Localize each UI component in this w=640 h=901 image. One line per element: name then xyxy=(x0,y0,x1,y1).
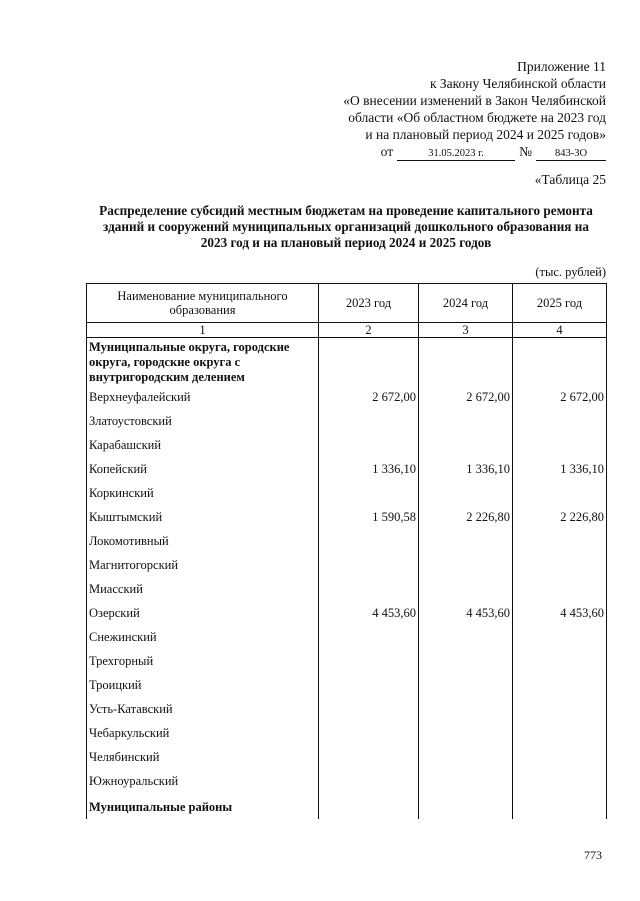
municipality-name: Верхнеуфалейский xyxy=(87,385,319,409)
value-2025: 2 226,80 xyxy=(513,505,607,529)
value-2025 xyxy=(513,529,607,553)
value-2025 xyxy=(513,745,607,769)
table-row xyxy=(87,721,607,745)
appendix-line-3: «О внесении изменений в Закон Челябинской xyxy=(343,93,606,108)
table-row xyxy=(87,553,607,577)
value-2025 xyxy=(513,625,607,649)
municipality-name: Копейский xyxy=(87,457,319,481)
value-2025: 1 336,10 xyxy=(513,457,607,481)
column-number: 4 xyxy=(513,323,607,338)
cell-empty xyxy=(419,793,513,819)
municipality-name: Снежинский xyxy=(87,625,319,649)
table-row xyxy=(87,625,607,649)
header-name: Наименование муниципального образования xyxy=(87,284,319,323)
table-row xyxy=(87,577,607,601)
table-row xyxy=(87,505,607,529)
table-row xyxy=(87,481,607,505)
column-number: 1 xyxy=(87,323,319,338)
municipality-name: Чебаркульский xyxy=(87,721,319,745)
column-number-row xyxy=(87,323,607,338)
value-2023 xyxy=(319,625,419,649)
subsidy-table xyxy=(86,283,607,819)
value-2024 xyxy=(419,433,513,457)
law-number: 843-ЗО xyxy=(536,148,606,161)
value-2023 xyxy=(319,481,419,505)
table-label: «Таблица 25 xyxy=(534,172,606,187)
appendix-header xyxy=(306,58,606,161)
municipality-name: Троицкий xyxy=(87,673,319,697)
value-2025 xyxy=(513,673,607,697)
page-number: 773 xyxy=(584,848,602,862)
value-2023 xyxy=(319,433,419,457)
value-2023 xyxy=(319,553,419,577)
value-2025 xyxy=(513,409,607,433)
municipality-name: Озерский xyxy=(87,601,319,625)
table-row xyxy=(87,745,607,769)
column-number: 2 xyxy=(319,323,419,338)
cell-empty xyxy=(319,338,419,386)
table-row xyxy=(87,409,607,433)
value-2024 xyxy=(419,673,513,697)
municipality-name: Коркинский xyxy=(87,481,319,505)
header-2024: 2024 год xyxy=(419,284,513,323)
municipality-name: Челябинский xyxy=(87,745,319,769)
value-2025 xyxy=(513,721,607,745)
value-2023: 4 453,60 xyxy=(319,601,419,625)
cell-empty xyxy=(319,793,419,819)
value-2024 xyxy=(419,769,513,793)
value-2023 xyxy=(319,769,419,793)
municipality-name: Трехгорный xyxy=(87,649,319,673)
value-2025 xyxy=(513,481,607,505)
group-row xyxy=(87,338,607,386)
table-row xyxy=(87,385,607,409)
units-label: (тыс. рублей) xyxy=(535,265,606,279)
value-2025 xyxy=(513,649,607,673)
value-2024 xyxy=(419,553,513,577)
value-2023 xyxy=(319,529,419,553)
number-prefix: № xyxy=(519,144,532,159)
value-2023 xyxy=(319,409,419,433)
value-2024 xyxy=(419,481,513,505)
value-2023: 2 672,00 xyxy=(319,385,419,409)
cell-empty xyxy=(419,338,513,386)
municipality-name: Усть-Катавский xyxy=(87,697,319,721)
value-2023: 1 590,58 xyxy=(319,505,419,529)
value-2025 xyxy=(513,433,607,457)
cell-empty xyxy=(513,338,607,386)
table-row xyxy=(87,673,607,697)
value-2025 xyxy=(513,697,607,721)
header-2023: 2023 год xyxy=(319,284,419,323)
value-2025 xyxy=(513,577,607,601)
value-2024 xyxy=(419,745,513,769)
cell-empty xyxy=(513,793,607,819)
law-date: 31.05.2023 г. xyxy=(397,148,515,161)
table-row xyxy=(87,433,607,457)
appendix-line-4: области «Об областном бюджете на 2023 год xyxy=(348,110,606,125)
value-2023 xyxy=(319,745,419,769)
municipality-name: Карабашский xyxy=(87,433,319,457)
date-prefix: от xyxy=(380,144,394,159)
value-2023 xyxy=(319,649,419,673)
municipality-name: Миасский xyxy=(87,577,319,601)
value-2023 xyxy=(319,577,419,601)
table-row xyxy=(87,601,607,625)
appendix-line-1: Приложение 11 xyxy=(517,59,606,74)
municipality-name: Кыштымский xyxy=(87,505,319,529)
group-heading: Муниципальные округа, городские округа, городские округа с внутригородским делением xyxy=(87,338,319,386)
value-2024 xyxy=(419,529,513,553)
header-2025: 2025 год xyxy=(513,284,607,323)
municipality-name: Локомотивный xyxy=(87,529,319,553)
value-2024 xyxy=(419,625,513,649)
document-title: Распределение субсидий местным бюджетам на проведение капитального ремонта зданий и сооружений муниципальных организаций дошкольного образования на 2023 год и на плановый период 2024 и 2025 годов xyxy=(99,203,593,250)
value-2025 xyxy=(513,553,607,577)
appendix-line-5: и на плановый период 2024 и 2025 годов» xyxy=(365,127,606,142)
value-2024: 2 672,00 xyxy=(419,385,513,409)
municipality-name: Южноуральский xyxy=(87,769,319,793)
value-2024: 1 336,10 xyxy=(419,457,513,481)
value-2023 xyxy=(319,697,419,721)
value-2023 xyxy=(319,673,419,697)
value-2025 xyxy=(513,769,607,793)
table-row xyxy=(87,529,607,553)
value-2024: 4 453,60 xyxy=(419,601,513,625)
value-2024 xyxy=(419,409,513,433)
municipality-name: Магнитогорский xyxy=(87,553,319,577)
group-row xyxy=(87,793,607,819)
value-2024 xyxy=(419,721,513,745)
value-2024 xyxy=(419,577,513,601)
value-2024 xyxy=(419,697,513,721)
value-2025: 4 453,60 xyxy=(513,601,607,625)
table-row xyxy=(87,457,607,481)
value-2024: 2 226,80 xyxy=(419,505,513,529)
value-2025: 2 672,00 xyxy=(513,385,607,409)
table-row xyxy=(87,649,607,673)
value-2023: 1 336,10 xyxy=(319,457,419,481)
table-row xyxy=(87,769,607,793)
value-2023 xyxy=(319,721,419,745)
appendix-line-2: к Закону Челябинской области xyxy=(429,76,606,91)
column-number: 3 xyxy=(419,323,513,338)
law-date-number xyxy=(306,143,606,161)
table-row xyxy=(87,697,607,721)
group-heading: Муниципальные районы xyxy=(87,793,319,819)
value-2024 xyxy=(419,649,513,673)
municipality-name: Златоустовский xyxy=(87,409,319,433)
